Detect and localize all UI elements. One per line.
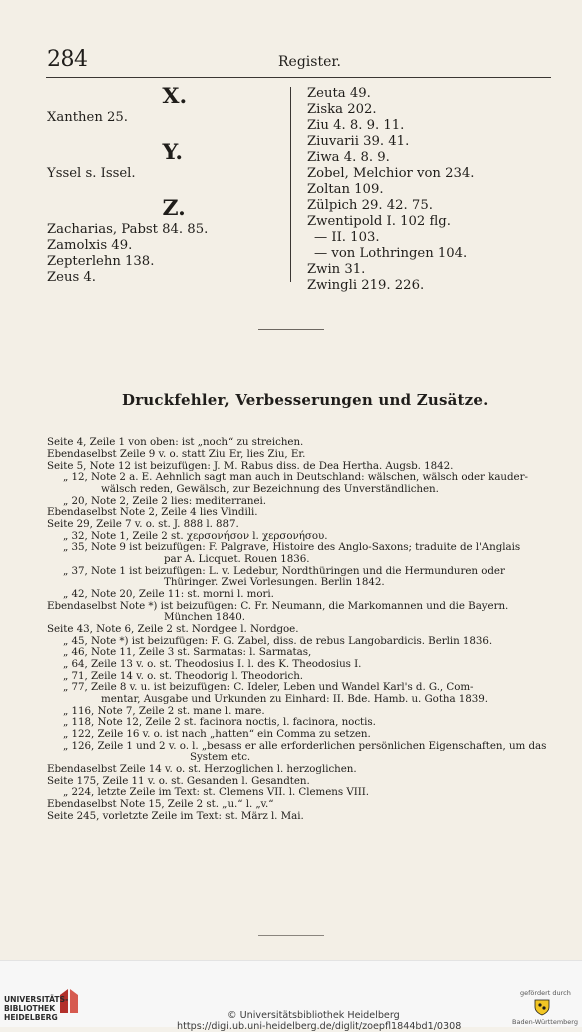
- page-number: 284: [47, 47, 88, 72]
- errata-title: Druckfehler, Verbesserungen und Zusätze.: [122, 391, 489, 409]
- errata-line: System etc.: [190, 751, 251, 763]
- permalink[interactable]: https://digi.ub.uni-heidelberg.de/diglit/zoepfl1844bd1/0308: [177, 1021, 462, 1032]
- errata-line: Ebendaselbst Zeile 9 v. o. statt Ziu Er, lies Ziu, Er.: [47, 448, 306, 460]
- errata-line: „ 42, Note 20, Zeile 11: st. morni l. mori.: [63, 588, 274, 600]
- index-entry: Zwin 31.: [307, 262, 366, 277]
- errata-line: Ebendaselbst Note 15, Zeile 2 st. „u.“ l. „v.“: [47, 798, 274, 810]
- errata-line: Ebendaselbst Note *) ist beizufügen: C. Fr. Neumann, die Markomannen und die Bayern.: [47, 600, 509, 612]
- header-rule: [46, 77, 551, 78]
- errata-line: „ 35, Note 9 ist beizufügen: F. Palgrave, Histoire des Anglo-Saxons; traduite de l'Anglais: [63, 541, 521, 553]
- index-entry: Yssel s. Issel.: [47, 166, 136, 181]
- errata-line: Seite 4, Zeile 1 von oben: ist „noch“ zu streichen.: [47, 436, 304, 448]
- index-entry: Zobel, Melchior von 234.: [307, 166, 475, 181]
- index-entry: — II. 103.: [314, 230, 380, 245]
- library-name-line: UNIVERSITÄTS-: [4, 995, 69, 1004]
- errata-line: Seite 175, Zeile 11 v. o. st. Gesanden l. Gesandten.: [47, 775, 310, 787]
- errata-line: Seite 5, Note 12 ist beizufügen: J. M. Rabus diss. de Dea Hertha. Augsb. 1842.: [47, 460, 454, 472]
- index-entry: Zacharias, Pabst 84. 85.: [47, 222, 209, 237]
- errata-line: „ 12, Note 2 a. E. Aehnlich sagt man auch in Deutschland: wälschen, wälsch oder kauder-: [63, 471, 528, 483]
- index-entry: Ziwa 4. 8. 9.: [307, 150, 390, 165]
- section-letter-y: Y.: [162, 139, 184, 164]
- index-entry: Zülpich 29. 42. 75.: [307, 198, 433, 213]
- index-entry: Zeus 4.: [47, 270, 97, 285]
- index-entry: Ziuvarii 39. 41.: [307, 134, 410, 149]
- funder-name: Baden-Württemberg: [512, 1018, 578, 1026]
- errata-line: München 1840.: [164, 611, 246, 623]
- index-entry: Zamolxis 49.: [47, 238, 133, 253]
- index-entry: Ziska 202.: [307, 102, 377, 117]
- errata-line: par A. Licquet. Rouen 1836.: [164, 553, 310, 565]
- errata-line: Ebendaselbst Note 2, Zeile 4 lies Vindili.: [47, 506, 258, 518]
- index-entry: Zepterlehn 138.: [47, 254, 155, 269]
- errata-line: „ 224, letzte Zeile im Text: st. Clemens VII. l. Clemens VIII.: [63, 786, 370, 798]
- section-letter-z: Z.: [162, 195, 186, 220]
- errata-line: „ 116, Note 7, Zeile 2 st. mane l. mare.: [63, 705, 265, 717]
- errata-line: mentar, Ausgabe und Urkunden zu Einhard: II. Bde. Hamb. u. Gotha 1839.: [101, 693, 489, 705]
- column-divider: [290, 87, 291, 282]
- errata-line: „ 122, Zeile 16 v. o. ist nach „hatten“ ein Comma zu setzen.: [63, 728, 371, 740]
- errata-line: wälsch reden, Gewälsch, zur Bezeichnung des Unverständlichen.: [101, 483, 439, 495]
- errata-line: „ 45, Note *) ist beizufügen: F. G. Zabel, diss. de rebus Langobardicis. Berlin 1836.: [63, 635, 493, 647]
- index-entry: Xanthen 25.: [47, 110, 128, 125]
- errata-line: „ 64, Zeile 13 v. o. st. Theodosius I. l. des K. Theodosius I.: [63, 658, 362, 670]
- library-name-line: BIBLIOTHEK: [4, 1004, 56, 1013]
- index-entry: Zwentipold I. 102 flg.: [307, 214, 451, 229]
- copyright-notice: © Universitätsbibliothek Heidelberg: [227, 1010, 400, 1021]
- errata-line: Seite 43, Note 6, Zeile 2 st. Nordgee l. Nordgoe.: [47, 623, 299, 635]
- errata-line: „ 77, Zeile 8 v. u. ist beizufügen: C. Ideler, Leben und Wandel Karl's d. G., Com-: [63, 681, 474, 693]
- section-separator: [258, 329, 324, 330]
- bottom-separator: [258, 935, 324, 936]
- errata-line: „ 46, Note 11, Zeile 3 st. Sarmatas: l. Sarmatas,: [63, 646, 312, 658]
- library-name-line: HEIDELBERG: [4, 1013, 58, 1022]
- errata-line: Thüringer. Zwei Vorlesungen. Berlin 1842.: [164, 576, 385, 588]
- index-entry: Zeuta 49.: [307, 86, 371, 101]
- index-entry: Ziu 4. 8. 9. 11.: [307, 118, 405, 133]
- funding-note: gefördert durch: [520, 989, 571, 997]
- errata-line: „ 20, Note 2, Zeile 2 lies: mediterranei.: [63, 495, 266, 507]
- errata-line: „ 32, Note 1, Zeile 2 st. χερσονήσον l. χερσονήσου.: [63, 530, 328, 542]
- errata-line: Seite 245, vorletzte Zeile im Text: st. März l. Mai.: [47, 810, 304, 822]
- section-letter-x: X.: [162, 83, 188, 108]
- running-head: Register.: [278, 54, 341, 70]
- index-entry: — von Lothringen 104.: [314, 246, 468, 261]
- errata-line: „ 118, Note 12, Zeile 2 st. facinora noctis, l. facinora, noctis.: [63, 716, 376, 728]
- errata-line: Seite 29, Zeile 7 v. o. st. J. 888 l. 887.: [47, 518, 239, 530]
- errata-line: „ 37, Note 1 ist beizufügen: L. v. Ledebur, Nordthüringen und die Hermunduren oder: [63, 565, 505, 577]
- errata-line: „ 126, Zeile 1 und 2 v. o. l. „besass er alle erforderlichen persönlichen Eigenschaften, um das: [63, 740, 547, 752]
- errata-line: Ebendaselbst Zeile 14 v. o. st. Herzoglichen l. herzoglichen.: [47, 763, 357, 775]
- state-crest-icon: [533, 998, 551, 1016]
- digital-library-footer: [0, 960, 582, 1032]
- index-entry: Zwingli 219. 226.: [307, 278, 425, 293]
- errata-line: „ 71, Zeile 14 v. o. st. Theodorig l. Theodorich.: [63, 670, 304, 682]
- index-entry: Zoltan 109.: [307, 182, 384, 197]
